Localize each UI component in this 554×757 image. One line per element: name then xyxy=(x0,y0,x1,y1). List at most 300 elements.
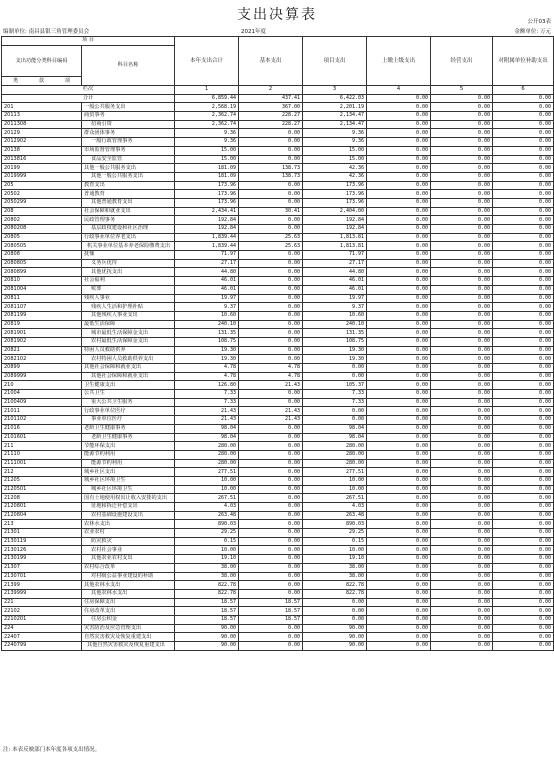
table-row xyxy=(2,155,554,164)
amount-cell: 0.00 xyxy=(431,511,493,520)
func-code-cell: 2081902 xyxy=(2,337,82,346)
subject-name-cell: 其他优抚支出 xyxy=(82,268,175,277)
amount-cell: 0.00 xyxy=(431,164,493,173)
amount-cell: 18.57 xyxy=(239,607,303,616)
col-index: 2 xyxy=(239,86,303,95)
table-row xyxy=(2,294,554,303)
amount-cell: 0.00 xyxy=(493,642,554,651)
func-code-cell: 2081199 xyxy=(2,311,82,320)
amount-cell: 38.00 xyxy=(175,572,239,581)
amount-cell: 0.00 xyxy=(493,572,554,581)
amount-cell: 0.00 xyxy=(493,607,554,616)
amount-cell: 0.00 xyxy=(493,320,554,329)
subject-name-cell: 商贸事务 xyxy=(82,112,175,121)
amount-cell: 228.27 xyxy=(239,120,303,129)
func-code-cell: 2080505 xyxy=(2,242,82,251)
amount-cell: 0.00 xyxy=(493,233,554,242)
amount-cell: 18.57 xyxy=(175,615,239,624)
amount-cell: 0.00 xyxy=(239,633,303,642)
func-code-cell: 22407 xyxy=(2,633,82,642)
table-row xyxy=(2,598,554,607)
table-row xyxy=(2,320,554,329)
func-code-cell: 2139999 xyxy=(2,589,82,598)
subject-name-cell: 住房公积金 xyxy=(82,615,175,624)
func-code-cell: 21011 xyxy=(2,407,82,416)
header-operating: 经营支出 xyxy=(431,37,493,86)
amount-cell: 7.33 xyxy=(175,390,239,399)
amount-cell: 0.00 xyxy=(431,529,493,538)
amount-cell: 27.17 xyxy=(303,259,367,268)
amount-cell: 0.00 xyxy=(239,259,303,268)
amount-cell: 71.97 xyxy=(303,251,367,260)
amount-cell: 0.00 xyxy=(239,546,303,555)
amount-cell: 38.00 xyxy=(175,563,239,572)
amount-cell: 0.00 xyxy=(493,164,554,173)
amount-cell: 19.30 xyxy=(175,355,239,364)
amount-cell: 173.96 xyxy=(175,190,239,199)
amount-cell: 0.00 xyxy=(493,207,554,216)
func-code-cell: 2080208 xyxy=(2,225,82,234)
func-code-cell: 211 xyxy=(2,442,82,451)
amount-cell: 0.00 xyxy=(367,207,431,216)
table-row xyxy=(2,311,554,320)
amount-cell: 0.00 xyxy=(493,311,554,320)
amount-cell: 0.00 xyxy=(493,433,554,442)
subject-name-cell: 能源节约利用 xyxy=(82,459,175,468)
func-code-cell: 20805 xyxy=(2,233,82,242)
amount-cell: 0.00 xyxy=(431,537,493,546)
func-code-cell: 21301 xyxy=(2,529,82,538)
amount-cell: 18.57 xyxy=(239,598,303,607)
amount-cell: 0.00 xyxy=(367,303,431,312)
table-row xyxy=(2,450,554,459)
table-row xyxy=(2,129,554,138)
amount-cell: 0.00 xyxy=(367,450,431,459)
amount-cell: 0.00 xyxy=(303,615,367,624)
func-code-cell: 2080805 xyxy=(2,259,82,268)
amount-cell: 0.00 xyxy=(303,372,367,381)
table-row xyxy=(2,520,554,529)
amount-cell: 15.00 xyxy=(303,155,367,164)
subject-name-cell: 农村特困人员救助供养支出 xyxy=(82,355,175,364)
amount-cell: 822.78 xyxy=(303,581,367,590)
amount-cell: 0.00 xyxy=(493,259,554,268)
amount-cell: 0.00 xyxy=(493,155,554,164)
amount-cell: 4.78 xyxy=(175,364,239,373)
table-row xyxy=(2,563,554,572)
amount-cell: 0.15 xyxy=(303,537,367,546)
func-code-cell: 2130126 xyxy=(2,546,82,555)
amount-cell: 0.00 xyxy=(239,198,303,207)
amount-cell: 280.00 xyxy=(175,450,239,459)
amount-cell: 0.00 xyxy=(367,572,431,581)
subject-name-cell: 残疾人生活和护理补贴 xyxy=(82,303,175,312)
amount-cell: 0.00 xyxy=(367,555,431,564)
amount-cell: 0.00 xyxy=(493,364,554,373)
amount-cell: 0.00 xyxy=(431,190,493,199)
table-row xyxy=(2,459,554,468)
amount-cell: 7.33 xyxy=(303,398,367,407)
amount-cell: 108.75 xyxy=(303,337,367,346)
amount-cell: 0.00 xyxy=(367,503,431,512)
table-row xyxy=(2,642,554,651)
amount-cell: 0.00 xyxy=(239,624,303,633)
table-row xyxy=(2,372,554,381)
amount-cell: 30.41 xyxy=(239,207,303,216)
amount-cell: 0.00 xyxy=(239,485,303,494)
amount-cell: 0.00 xyxy=(367,581,431,590)
total-label: 合计 xyxy=(2,94,175,103)
amount-cell: 0.00 xyxy=(431,555,493,564)
amount-cell: 890.03 xyxy=(175,520,239,529)
func-code-cell: 20502 xyxy=(2,190,82,199)
subject-name-cell: 对村级公益事业建设的补助 xyxy=(82,572,175,581)
subject-name-cell: 能源节约利用 xyxy=(82,450,175,459)
amount-cell: 0.00 xyxy=(431,207,493,216)
amount-cell: 0.00 xyxy=(431,303,493,312)
subject-name-cell: 防灾救灾 xyxy=(82,537,175,546)
func-code-cell: 205 xyxy=(2,181,82,190)
amount-cell: 27.17 xyxy=(175,259,239,268)
total-value: 6,859.44 xyxy=(175,94,239,103)
amount-cell: 29.25 xyxy=(303,529,367,538)
amount-cell: 0.00 xyxy=(367,190,431,199)
amount-cell: 0.00 xyxy=(493,225,554,234)
table-row xyxy=(2,381,554,390)
amount-cell: 0.00 xyxy=(431,233,493,242)
func-code-cell: 20138 xyxy=(2,146,82,155)
table-row xyxy=(2,529,554,538)
amount-cell: 0.00 xyxy=(239,537,303,546)
table-row xyxy=(2,468,554,477)
subject-name-cell: 其他残疾人事业支出 xyxy=(82,311,175,320)
func-code-cell: 2080899 xyxy=(2,268,82,277)
header-lanci: 栏次 xyxy=(2,86,175,95)
table-row xyxy=(2,216,554,225)
amount-cell: 0.00 xyxy=(431,198,493,207)
amount-cell: 0.00 xyxy=(431,311,493,320)
amount-cell: 0.00 xyxy=(239,294,303,303)
total-row xyxy=(2,94,554,103)
table-row xyxy=(2,398,554,407)
header-basic: 基本支出 xyxy=(239,37,303,86)
amount-cell: 0.00 xyxy=(431,285,493,294)
amount-cell: 0.00 xyxy=(431,103,493,112)
amount-cell: 46.01 xyxy=(303,285,367,294)
func-code-cell: 2120801 xyxy=(2,503,82,512)
amount-cell: 90.00 xyxy=(303,633,367,642)
amount-cell: 0.00 xyxy=(367,485,431,494)
amount-cell: 0.00 xyxy=(493,129,554,138)
amount-cell: 0.00 xyxy=(239,311,303,320)
amount-cell: 10.00 xyxy=(175,476,239,485)
func-code-cell: 21208 xyxy=(2,494,82,503)
amount-cell: 0.00 xyxy=(493,468,554,477)
amount-cell: 0.00 xyxy=(239,355,303,364)
amount-cell: 0.00 xyxy=(431,581,493,590)
table-row xyxy=(2,615,554,624)
amount-cell: 15.00 xyxy=(303,146,367,155)
amount-cell: 0.15 xyxy=(175,537,239,546)
amount-cell: 0.00 xyxy=(431,155,493,164)
table-row xyxy=(2,390,554,399)
col-index: 5 xyxy=(431,86,493,95)
amount-cell: 98.04 xyxy=(175,433,239,442)
table-row xyxy=(2,407,554,416)
func-code-cell: 20199 xyxy=(2,164,82,173)
amount-cell: 71.97 xyxy=(175,251,239,260)
amount-cell: 0.00 xyxy=(431,572,493,581)
func-code-cell: 2100409 xyxy=(2,398,82,407)
table-row xyxy=(2,112,554,121)
amount-cell: 0.00 xyxy=(367,285,431,294)
amount-cell: 0.00 xyxy=(493,555,554,564)
func-code-cell: 2089999 xyxy=(2,372,82,381)
amount-cell: 0.00 xyxy=(367,164,431,173)
amount-cell: 126.80 xyxy=(175,381,239,390)
amount-cell: 0.00 xyxy=(431,181,493,190)
amount-cell: 0.00 xyxy=(493,346,554,355)
fiscal-year: 2021年度 xyxy=(241,29,266,35)
amount-cell: 192.84 xyxy=(303,216,367,225)
amount-cell: 0.00 xyxy=(367,563,431,572)
subject-name-cell: 行政事业单位医疗 xyxy=(82,407,175,416)
table-row xyxy=(2,207,554,216)
amount-cell: 0.00 xyxy=(431,138,493,147)
amount-cell: 192.84 xyxy=(175,216,239,225)
amount-cell: 98.04 xyxy=(175,424,239,433)
subject-name-cell: 城乡社区环境卫生 xyxy=(82,476,175,485)
amount-cell: 0.00 xyxy=(367,346,431,355)
subject-name-cell: 食品安全监管 xyxy=(82,155,175,164)
amount-cell: 0.00 xyxy=(431,216,493,225)
amount-cell: 0.00 xyxy=(431,268,493,277)
amount-cell: 90.00 xyxy=(175,642,239,651)
total-value: 0.00 xyxy=(431,94,493,103)
amount-cell: 1,813.81 xyxy=(303,233,367,242)
amount-cell: 4.78 xyxy=(239,372,303,381)
amount-cell: 90.00 xyxy=(175,624,239,633)
func-code-cell: 2081107 xyxy=(2,303,82,312)
amount-cell: 0.00 xyxy=(431,598,493,607)
col-index: 4 xyxy=(367,86,431,95)
amount-cell: 0.00 xyxy=(239,277,303,286)
expenditure-table xyxy=(1,36,554,651)
amount-cell: 0.00 xyxy=(239,424,303,433)
subject-name-cell: 老龄卫生健康事务 xyxy=(82,433,175,442)
table-row xyxy=(2,285,554,294)
func-code-cell: 2081901 xyxy=(2,329,82,338)
header-total: 本年支出合计 xyxy=(175,37,239,86)
amount-cell: 0.00 xyxy=(367,320,431,329)
amount-cell: 0.00 xyxy=(493,198,554,207)
subject-name-cell: 农村基础设施建设支出 xyxy=(82,511,175,520)
table-row xyxy=(2,581,554,590)
amount-cell: 7.33 xyxy=(175,398,239,407)
table-row xyxy=(2,259,554,268)
table-row xyxy=(2,424,554,433)
amount-cell: 9.36 xyxy=(175,129,239,138)
amount-cell: 10.60 xyxy=(303,311,367,320)
amount-cell: 0.00 xyxy=(493,138,554,147)
amount-cell: 1,839.44 xyxy=(175,233,239,242)
total-value: 6,422.03 xyxy=(303,94,367,103)
amount-cell: 0.00 xyxy=(239,520,303,529)
func-code-cell: 20810 xyxy=(2,277,82,286)
amount-cell: 98.04 xyxy=(303,433,367,442)
amount-cell: 822.78 xyxy=(175,589,239,598)
amount-cell: 2,134.47 xyxy=(303,112,367,121)
amount-cell: 0.00 xyxy=(431,112,493,121)
amount-cell: 0.00 xyxy=(367,433,431,442)
amount-cell: 277.51 xyxy=(303,468,367,477)
amount-cell: 15.00 xyxy=(175,155,239,164)
amount-cell: 0.00 xyxy=(239,337,303,346)
amount-cell: 0.00 xyxy=(493,450,554,459)
amount-cell: 9.37 xyxy=(303,303,367,312)
subject-name-cell: 卫生健康支出 xyxy=(82,381,175,390)
amount-cell: 0.00 xyxy=(239,190,303,199)
amount-cell: 0.00 xyxy=(431,494,493,503)
amount-cell: 0.00 xyxy=(493,424,554,433)
amount-cell: 9.36 xyxy=(303,138,367,147)
subject-name-cell: 机关事业单位基本养老保险缴费支出 xyxy=(82,242,175,251)
subject-name-cell: 住房保障支出 xyxy=(82,598,175,607)
amount-cell: 46.01 xyxy=(175,285,239,294)
amount-cell: 0.00 xyxy=(493,520,554,529)
amount-cell: 181.09 xyxy=(175,172,239,181)
amount-cell: 0.00 xyxy=(431,442,493,451)
amount-cell: 0.00 xyxy=(493,476,554,485)
func-code-cell: 213 xyxy=(2,520,82,529)
amount-cell: 108.75 xyxy=(175,337,239,346)
amount-cell: 0.00 xyxy=(367,520,431,529)
table-row xyxy=(2,225,554,234)
amount-cell: 21.43 xyxy=(239,381,303,390)
func-code-cell: 20811 xyxy=(2,294,82,303)
amount-cell: 0.00 xyxy=(493,416,554,425)
amount-cell: 0.00 xyxy=(493,103,554,112)
amount-cell: 0.00 xyxy=(367,329,431,338)
table-row xyxy=(2,555,554,564)
amount-cell: 105.37 xyxy=(303,381,367,390)
amount-cell: 0.00 xyxy=(367,242,431,251)
table-row xyxy=(2,164,554,173)
subject-name-cell: 重大公共卫生服务 xyxy=(82,398,175,407)
subject-name-cell: 农村社会事业 xyxy=(82,546,175,555)
amount-cell: 263.48 xyxy=(303,511,367,520)
amount-unit: 金额单位: 万元 xyxy=(514,29,551,35)
amount-cell: 0.00 xyxy=(367,233,431,242)
amount-cell: 42.36 xyxy=(303,164,367,173)
subject-name-cell: 事业单位医疗 xyxy=(82,416,175,425)
subject-name-cell: 其他普通教育支出 xyxy=(82,198,175,207)
amount-cell: 280.00 xyxy=(303,459,367,468)
func-code-cell: 20821 xyxy=(2,346,82,355)
subject-name-cell: 农林水支出 xyxy=(82,520,175,529)
amount-cell: 0.00 xyxy=(367,355,431,364)
amount-cell: 0.00 xyxy=(367,416,431,425)
amount-cell: 0.00 xyxy=(431,129,493,138)
amount-cell: 267.51 xyxy=(175,494,239,503)
amount-cell: 0.00 xyxy=(239,225,303,234)
amount-cell: 19.10 xyxy=(303,555,367,564)
amount-cell: 0.00 xyxy=(239,529,303,538)
amount-cell: 0.00 xyxy=(431,398,493,407)
amount-cell: 0.00 xyxy=(367,398,431,407)
amount-cell: 0.00 xyxy=(493,624,554,633)
amount-cell: 21.43 xyxy=(175,407,239,416)
func-code-cell: 2081004 xyxy=(2,285,82,294)
table-row xyxy=(2,303,554,312)
amount-cell: 0.00 xyxy=(431,503,493,512)
amount-cell: 0.00 xyxy=(239,251,303,260)
amount-cell: 173.96 xyxy=(303,190,367,199)
table-row xyxy=(2,607,554,616)
subject-name-cell: 特困人员救助供养 xyxy=(82,346,175,355)
amount-cell: 19.30 xyxy=(175,346,239,355)
amount-cell: 0.00 xyxy=(493,511,554,520)
table-body xyxy=(2,103,554,650)
func-code-cell: 210 xyxy=(2,381,82,390)
amount-cell: 0.00 xyxy=(239,503,303,512)
amount-cell: 0.00 xyxy=(303,407,367,416)
amount-cell: 0.00 xyxy=(239,563,303,572)
amount-cell: 9.36 xyxy=(175,138,239,147)
func-code-cell: 2082102 xyxy=(2,355,82,364)
amount-cell: 0.00 xyxy=(431,364,493,373)
func-code-cell: 20802 xyxy=(2,216,82,225)
expenditure-table-wrapper xyxy=(1,36,553,651)
amount-cell: 0.00 xyxy=(367,589,431,598)
amount-cell: 0.00 xyxy=(431,433,493,442)
amount-cell: 822.78 xyxy=(175,581,239,590)
amount-cell: 0.00 xyxy=(367,624,431,633)
amount-cell: 0.00 xyxy=(367,642,431,651)
form-number: 公开03表 xyxy=(527,19,551,25)
func-code-cell: 2101102 xyxy=(2,416,82,425)
amount-cell: 0.00 xyxy=(431,607,493,616)
amount-cell: 0.00 xyxy=(367,120,431,129)
amount-cell: 46.01 xyxy=(303,277,367,286)
amount-cell: 0.00 xyxy=(367,476,431,485)
table-row xyxy=(2,442,554,451)
func-code-cell: 20819 xyxy=(2,320,82,329)
header-lei: 类 xyxy=(12,77,19,84)
amount-cell: 0.00 xyxy=(239,268,303,277)
amount-cell: 9.36 xyxy=(303,129,367,138)
func-code-cell: 21399 xyxy=(2,581,82,590)
subject-name-cell: 抚恤 xyxy=(82,251,175,260)
amount-cell: 0.00 xyxy=(493,172,554,181)
amount-cell: 173.96 xyxy=(175,198,239,207)
subject-name-cell: 农村最低生活保障金支出 xyxy=(82,337,175,346)
amount-cell: 0.00 xyxy=(431,563,493,572)
table-row xyxy=(2,103,554,112)
amount-cell: 0.00 xyxy=(239,138,303,147)
amount-cell: 0.00 xyxy=(239,181,303,190)
amount-cell: 0.00 xyxy=(239,642,303,651)
func-code-cell: 212 xyxy=(2,468,82,477)
amount-cell: 0.00 xyxy=(431,120,493,129)
subject-name-cell: 行政事业单位养老支出 xyxy=(82,233,175,242)
col-index: 6 xyxy=(493,86,554,95)
amount-cell: 42.36 xyxy=(303,172,367,181)
amount-cell: 0.00 xyxy=(239,146,303,155)
func-code-cell: 2210201 xyxy=(2,615,82,624)
amount-cell: 0.00 xyxy=(367,216,431,225)
amount-cell: 18.57 xyxy=(175,607,239,616)
